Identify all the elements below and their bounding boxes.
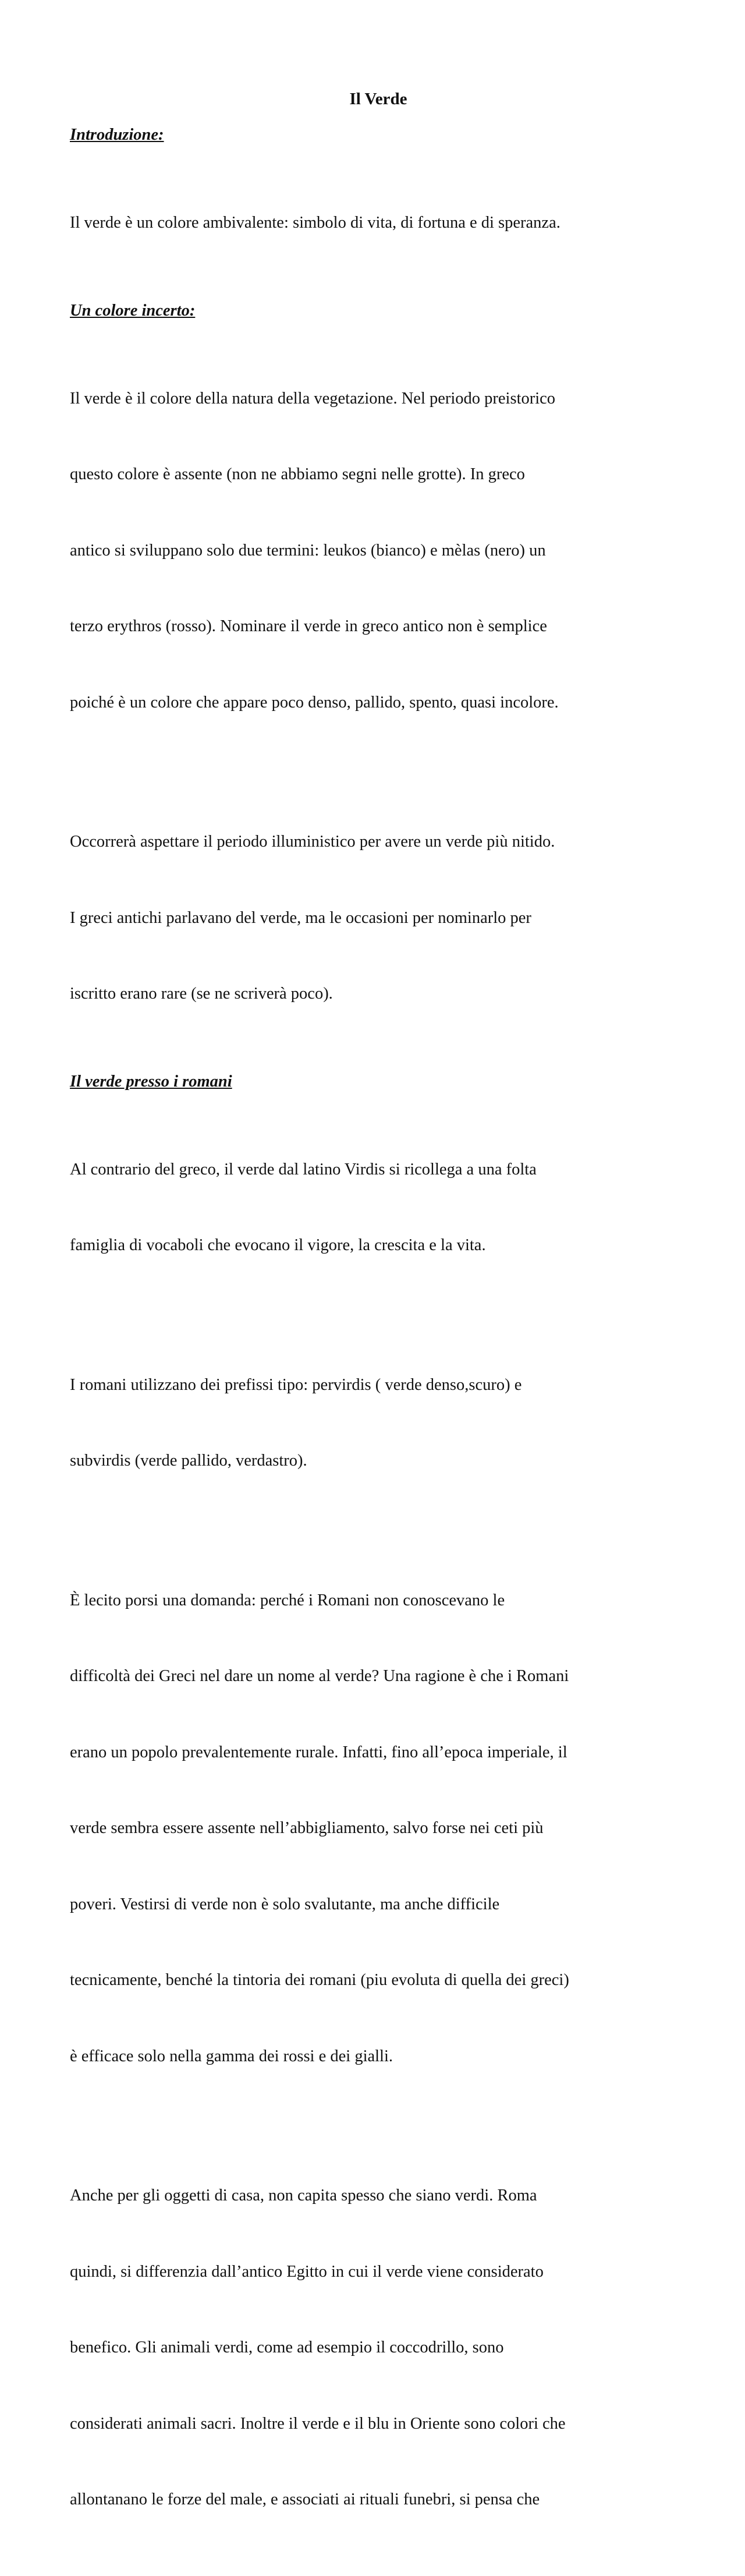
text-line: Anche per gli oggetti di casa, non capita spesso che siano verdi. Roma	[70, 2186, 537, 2205]
paragraph	[70, 2132, 687, 2563]
text-line: poiché è un colore che appare poco denso, pallido, spento, quasi incolore.	[70, 693, 559, 712]
paragraph	[70, 779, 687, 1057]
text-line: famiglia di vocaboli che evocano il vigore, la crescita e la vita.	[70, 1236, 486, 1254]
text-line: questo colore è assente (non ne abbiamo segni nelle grotte). In greco	[70, 465, 525, 483]
text-line: tecnicamente, benché la tintoria dei romani (piu evoluta di quella dei greci)	[70, 1971, 569, 1989]
text-line: È lecito porsi una domanda: perché i Romani non conoscevano le	[70, 1591, 505, 1609]
text-line: erano un popolo prevalentemente rurale. Infatti, fino all’epoca imperiale, il	[70, 1743, 567, 1761]
section-heading-introduzione: Introduzione:	[70, 126, 164, 144]
text-line: verde sembra essere assente nell’abbigliamento, salvo forse nei ceti più	[70, 1819, 544, 1837]
text-line: è efficace solo nella gamma dei rossi e dei gialli.	[70, 2047, 393, 2065]
text-line: quindi, si differenzia dall’antico Egitto in cui il verde viene considerato	[70, 2262, 544, 2281]
text-line: Il verde è un colore ambivalente: simbolo di vita, di fortuna e di speranza.	[70, 214, 560, 232]
paragraph	[70, 1106, 687, 1309]
section-heading-colore-incerto: Un colore incerto:	[70, 301, 196, 320]
text-line: Al contrario del greco, il verde dal latino Virdis si ricollega a una folta	[70, 1160, 537, 1179]
document-title: Il Verde	[349, 90, 407, 108]
text-line: I greci antichi parlavano del verde, ma le occasioni per nominarlo per	[70, 908, 531, 927]
text-line: antico si sviluppano solo due termini: leukos (bianco) e mèlas (nero) un	[70, 541, 546, 560]
text-line: difficoltà dei Greci nel dare un nome al verde? Una ragione è che i Romani	[70, 1667, 569, 1685]
text-line: Il verde è il colore della natura della vegetazione. Nel periodo preistorico	[70, 389, 556, 408]
paragraph	[70, 1322, 687, 1524]
text-line: allontanano le forze del male, e associati ai rituali funebri, si pensa che	[70, 2490, 540, 2508]
paragraph	[70, 335, 687, 766]
text-line: Occorrerà aspettare il periodo illuministico per avere un verde più nitido.	[70, 833, 555, 851]
text-line: iscritto erano rare (se ne scriverà poco).	[70, 985, 333, 1003]
document-page	[70, 87, 687, 2576]
paragraph	[70, 1537, 687, 2120]
section-heading-verde-romani: Il verde presso i romani	[70, 1072, 232, 1091]
text-line: considerati animali sacri. Inoltre il verde e il blu in Oriente sono colori che	[70, 2414, 566, 2433]
text-line: terzo erythros (rosso). Nominare il verde in greco antico non è semplice	[70, 617, 547, 635]
text-line: poveri. Vestirsi di verde non è solo svalutante, ma anche difficile	[70, 1895, 500, 1913]
text-line: subvirdis (verde pallido, verdastro).	[70, 1452, 307, 1470]
paragraph	[70, 160, 687, 286]
text-line: I romani utilizzano dei prefissi tipo: pervirdis ( verde denso,scuro) e	[70, 1375, 522, 1394]
text-line: benefico. Gli animali verdi, come ad esempio il coccodrillo, sono	[70, 2338, 504, 2356]
